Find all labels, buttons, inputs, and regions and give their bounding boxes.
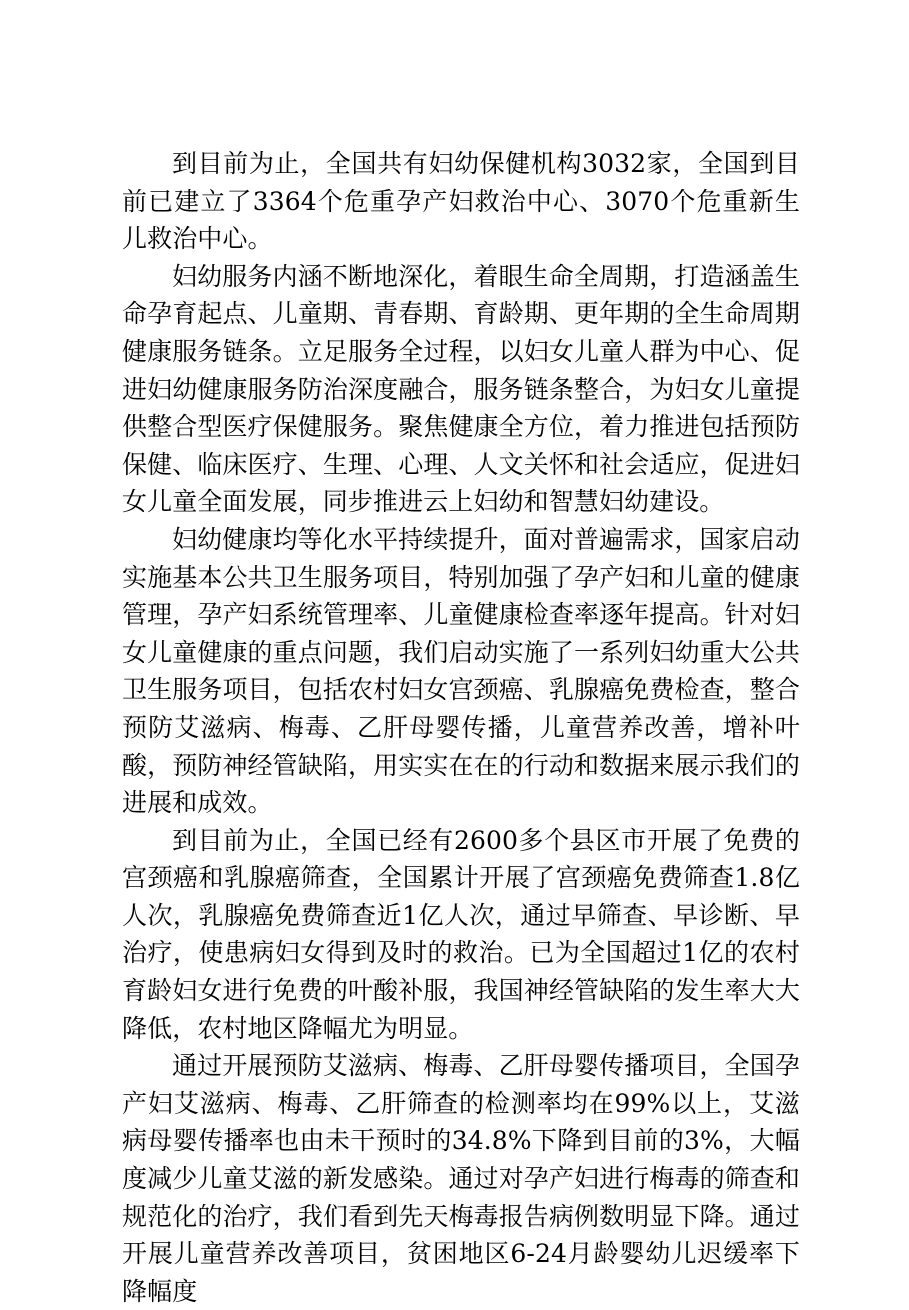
paragraph-service-deepening: 妇幼服务内涵不断地深化，着眼生命全周期，打造涵盖生命孕育起点、儿童期、青春期、育龄期、更年期的全生命周期健康服务链条。立足服务全过程，以妇女儿童人群为中心、促进妇幼健康服务防治深度融合，服务链条整合，为妇女儿童提供整合型医疗保健服务。聚焦健康全方位，着力推进包括预防保健、临床医疗、生理、心理、人文关怀和社会适应，促进妇女儿童全面发展，同步推进云上妇幼和智慧妇幼建设。 [122,261,800,517]
document-body [122,145,800,1310]
paragraph-cancer-screening: 到目前为止，全国已经有2600多个县区市开展了免费的宫颈癌和乳腺癌筛查，全国累计开展了宫颈癌免费筛查1.8亿人次，乳腺癌免费筛查近1亿人次，通过早筛查、早诊断、早治疗，使患病妇女得到及时的救治。已为全国超过1亿的农村育龄妇女进行免费的叶酸补服，我国神经管缺陷的发生率大大降低，农村地区降幅尤为明显。 [122,825,800,1043]
paragraph-mother-child-transmission: 通过开展预防艾滋病、梅毒、乙肝母婴传播项目，全国孕产妇艾滋病、梅毒、乙肝筛查的检测率均在99%以上，艾滋病母婴传播率也由未干预时的34.8%下降到目前的3%，大幅度减少儿童艾滋的新发感染。通过对孕产妇进行梅毒的筛查和规范化的治疗，我们看到先天梅毒报告病例数明显下降。通过开展儿童营养改善项目，贫困地区6-24月龄婴幼儿迟缓率下降幅度 [122,1051,800,1306]
paragraph-institutions: 到目前为止，全国共有妇幼保健机构3032家，全国到目前已建立了3364个危重孕产妇救治中心、3070个危重新生儿救治中心。 [122,149,800,254]
paragraph-equalization: 妇幼健康均等化水平持续提升，面对普遍需求，国家启动实施基本公共卫生服务项目，特别加强了孕产妇和儿童的健康管理，孕产妇系统管理率、儿童健康检查率逐年提高。针对妇女儿童健康的重点问题，我们启动实施了一系列妇幼重大公共卫生服务项目，包括农村妇女宫颈癌、乳腺癌免费检查，整合预防艾滋病、梅毒、乙肝母婴传播，儿童营养改善，增补叶酸，预防神经管缺陷，用实实在在的行动和数据来展示我们的进展和成效。 [122,524,800,818]
